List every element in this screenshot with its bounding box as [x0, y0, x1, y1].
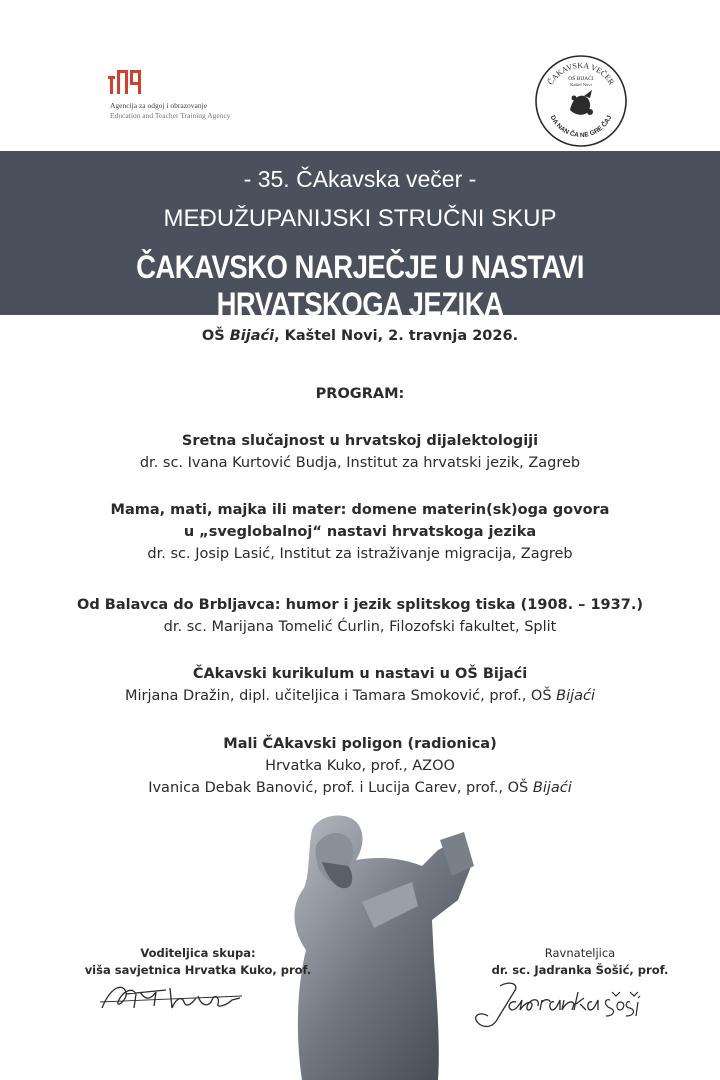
speaker-school: Bijaći [556, 688, 596, 704]
talk-title: Sretna slučajnost u hrvatskoj dijalektologiji [181, 433, 539, 449]
event-location-date [0, 328, 720, 344]
talk-speaker: Hrvatka Kuko, prof., AZOO [265, 758, 455, 774]
talk-title: ČAkavski kurikulum u nastavi u OŠ Bijaći [192, 666, 528, 682]
talk-speaker: dr. sc. Josip Lasić, Institut za istraživanje migracija, Zagreb [147, 546, 573, 562]
agency-name-en: Education and Teacher Training Agency [110, 111, 231, 120]
talk-title-line2: u „sveglobalnoj“ nastavi hrvatskoga jezika [183, 524, 537, 540]
event-subtitle: - 35. ČAkavska večer - [243, 166, 477, 192]
event-type: MEĐUŽUPANIJSKI STRUČNI SKUP [163, 205, 557, 232]
agency-name [110, 101, 231, 121]
speaker-school: Bijaći [532, 780, 572, 796]
talk-speaker: dr. sc. Marijana Tomelić Ćurlin, Filozofski fakultet, Split [163, 619, 557, 635]
program-item [0, 430, 720, 474]
lead-name: viša savjetnica Hrvatka Kuko, prof. [84, 963, 312, 977]
talk-title: Od Balavca do Brbljavca: humor i jezik splitskog tiska (1908. – 1937.) [77, 597, 643, 613]
speaker-text: Mirjana Dražin, dipl. učiteljica i Tamara Smoković, prof., OŠ [124, 688, 557, 704]
program-item [0, 499, 720, 565]
director-signature-block [460, 945, 700, 979]
program-item [0, 663, 720, 707]
talk-title: Mali ČAkavski poligon (radionica) [223, 736, 497, 752]
place-rest: , Kaštel Novi, 2. travnja 2026. [274, 328, 519, 344]
speaker-text: Ivanica Debak Banović, prof. i Lucija Carev, prof., OŠ [148, 780, 533, 796]
seal-school: OŠ BIJAĆI [568, 76, 594, 82]
lead-role: Voditeljica skupa: [140, 946, 256, 960]
program-heading: PROGRAM: [315, 386, 405, 402]
talk-speaker: dr. sc. Ivana Kurtović Budja, Institut za hrvatski jezik, Zagreb [139, 455, 581, 471]
event-title: ČAKAVSKO NARJEČJE U NASTAVI HRVATSKOGA JEZIKA [136, 249, 584, 322]
lead-handwritten-signature [96, 978, 246, 1018]
title-banner [0, 151, 720, 322]
program-item [0, 594, 720, 638]
school-seal-logo [534, 54, 628, 148]
talk-speaker [0, 685, 720, 707]
talk-title: Mama, mati, majka ili mater: domene materin(sk)oga govora [110, 502, 610, 518]
agency-logo [108, 68, 142, 94]
place-school: Bijaći [229, 328, 275, 344]
seal-town: Kaštel Novi [570, 82, 592, 87]
agency-name-hr: Agencija za odgoj i obrazovanje [110, 101, 208, 110]
seal-motto: DA NAN ČA NE GRE ČAJ [548, 114, 614, 140]
director-handwritten-signature [470, 978, 650, 1034]
place-prefix: OŠ [201, 328, 230, 344]
talk-speaker-2 [0, 777, 720, 799]
director-name: dr. sc. Jadranka Šošić, prof. [491, 963, 669, 977]
seal-top-text: ČAKAVSKA VEČER [545, 60, 617, 87]
lead-signature-block [78, 945, 318, 979]
director-role: Ravnateljica [544, 946, 616, 960]
program-item [0, 733, 720, 799]
